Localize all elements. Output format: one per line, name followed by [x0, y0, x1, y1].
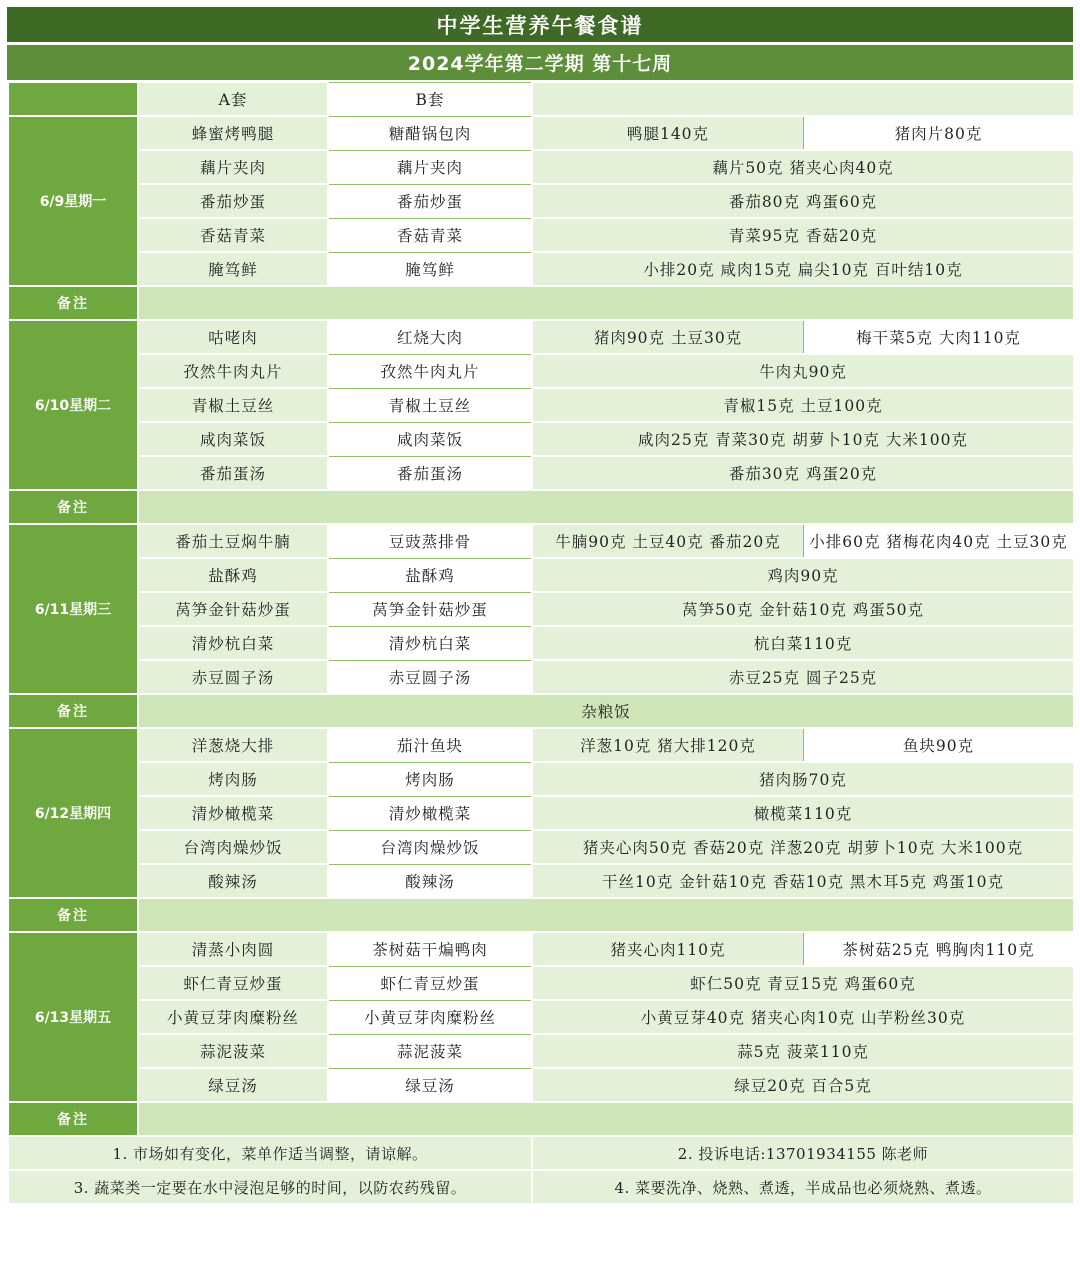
ingredients: 猪肉肠70克: [532, 762, 1074, 796]
dish-a: 莴笋金针菇炒蛋: [138, 592, 328, 626]
ingredients-a: 洋葱10克 猪大排120克: [533, 729, 804, 761]
note-value: [138, 490, 1074, 524]
day-date: 6/9星期一: [8, 116, 138, 286]
note-label: 备注: [8, 694, 138, 728]
note-label: 备注: [8, 898, 138, 932]
table-row: [8, 932, 1074, 966]
dish-b: 豆豉蒸排骨: [328, 524, 532, 558]
table-row: [8, 184, 1074, 218]
ingredients-b: 猪肉片80克: [804, 117, 1073, 149]
dish-b: 番茄蛋汤: [328, 456, 532, 490]
note-label: 备注: [8, 490, 138, 524]
note-row: [8, 1102, 1074, 1136]
ingredients: 小排20克 咸肉15克 扁尖10克 百叶结10克: [532, 252, 1074, 286]
dish-a: 青椒土豆丝: [138, 388, 328, 422]
ingredients-a: 猪肉90克 土豆30克: [533, 321, 804, 353]
ingredients-split: [532, 320, 1074, 354]
ingredients-pair: [533, 321, 1073, 353]
ingredients-a: 牛腩90克 土豆40克 番茄20克: [533, 525, 804, 557]
table-row: [8, 150, 1074, 184]
dish-a: 咕咾肉: [138, 320, 328, 354]
page-subtitle: 2024学年第二学期 第十七周: [7, 45, 1073, 80]
ingredients-b: 梅干菜5克 大肉110克: [804, 321, 1073, 353]
note-row: [8, 694, 1074, 728]
ingredients-split: [532, 728, 1074, 762]
ingredients-pair: [533, 729, 1073, 761]
table-row: [8, 830, 1074, 864]
note-label: 备注: [8, 286, 138, 320]
ingredients-a: 鸭腿140克: [533, 117, 804, 149]
table-row: [8, 116, 1074, 150]
column-header-b: B套: [328, 82, 532, 116]
table-row: [8, 728, 1074, 762]
ingredients: 咸肉25克 青菜30克 胡萝卜10克 大米100克: [532, 422, 1074, 456]
footer-row: [8, 1136, 1074, 1170]
ingredients: 虾仁50克 青豆15克 鸡蛋60克: [532, 966, 1074, 1000]
dish-b: 茶树菇干煸鸭肉: [328, 932, 532, 966]
dish-a: 蒜泥菠菜: [138, 1034, 328, 1068]
dish-a: 番茄炒蛋: [138, 184, 328, 218]
dish-b: 绿豆汤: [328, 1068, 532, 1102]
table-row: [8, 762, 1074, 796]
footer-note: 4. 菜要洗净、烧熟、煮透，半成品也必须烧熟、煮透。: [532, 1170, 1074, 1204]
table-row: [8, 558, 1074, 592]
column-header-row: [8, 82, 1074, 116]
dish-b: 烤肉肠: [328, 762, 532, 796]
day-date: 6/13星期五: [8, 932, 138, 1102]
ingredients: 莴笋50克 金针菇10克 鸡蛋50克: [532, 592, 1074, 626]
dish-b: 台湾肉燥炒饭: [328, 830, 532, 864]
dish-b: 腌笃鲜: [328, 252, 532, 286]
dish-b: 蒜泥菠菜: [328, 1034, 532, 1068]
note-label: 备注: [8, 1102, 138, 1136]
dish-a: 孜然牛肉丸片: [138, 354, 328, 388]
dish-a: 绿豆汤: [138, 1068, 328, 1102]
note-value: [138, 898, 1074, 932]
dish-a: 香菇青菜: [138, 218, 328, 252]
dish-a: 咸肉菜饭: [138, 422, 328, 456]
dish-b: 莴笋金针菇炒蛋: [328, 592, 532, 626]
ingredients-b: 茶树菇25克 鸭胸肉110克: [804, 933, 1073, 965]
table-row: [8, 354, 1074, 388]
ingredients: 青椒15克 土豆100克: [532, 388, 1074, 422]
table-row: [8, 626, 1074, 660]
table-row: [8, 966, 1074, 1000]
table-row: [8, 1000, 1074, 1034]
table-row: [8, 422, 1074, 456]
dish-a: 番茄蛋汤: [138, 456, 328, 490]
ingredients-pair: [533, 525, 1073, 557]
dish-a: 赤豆圆子汤: [138, 660, 328, 694]
dish-b: 酸辣汤: [328, 864, 532, 898]
table-row: [8, 388, 1074, 422]
note-row: [8, 490, 1074, 524]
ingredients: 橄榄菜110克: [532, 796, 1074, 830]
dish-b: 红烧大肉: [328, 320, 532, 354]
ingredients: 小黄豆芽40克 猪夹心肉10克 山芋粉丝30克: [532, 1000, 1074, 1034]
ingredients-pair: [533, 933, 1073, 965]
table-row: [8, 660, 1074, 694]
dish-b: 清炒橄榄菜: [328, 796, 532, 830]
footer-row: [8, 1170, 1074, 1204]
dish-a: 烤肉肠: [138, 762, 328, 796]
dish-a: 酸辣汤: [138, 864, 328, 898]
table-row: [8, 524, 1074, 558]
day-date: 6/12星期四: [8, 728, 138, 898]
table-row: [8, 456, 1074, 490]
dish-a: 藕片夹肉: [138, 150, 328, 184]
dish-a: 洋葱烧大排: [138, 728, 328, 762]
table-row: [8, 320, 1074, 354]
ingredients: 猪夹心肉50克 香菇20克 洋葱20克 胡萝卜10克 大米100克: [532, 830, 1074, 864]
column-header-ingredients: [532, 82, 1074, 116]
header-corner: [8, 82, 138, 116]
ingredients-split: [532, 116, 1074, 150]
ingredients: 杭白菜110克: [532, 626, 1074, 660]
dish-a: 腌笃鲜: [138, 252, 328, 286]
dish-a: 清蒸小肉圆: [138, 932, 328, 966]
note-value: 杂粮饭: [138, 694, 1074, 728]
table-row: [8, 218, 1074, 252]
dish-a: 虾仁青豆炒蛋: [138, 966, 328, 1000]
dish-a: 清炒杭白菜: [138, 626, 328, 660]
menu-sheet: [7, 7, 1073, 1277]
ingredients-b: 小排60克 猪梅花肉40克 土豆30克: [804, 525, 1073, 557]
dish-b: 藕片夹肉: [328, 150, 532, 184]
dish-b: 咸肉菜饭: [328, 422, 532, 456]
ingredients: 绿豆20克 百合5克: [532, 1068, 1074, 1102]
ingredients-b: 鱼块90克: [804, 729, 1073, 761]
ingredients: 干丝10克 金针菇10克 香菇10克 黑木耳5克 鸡蛋10克: [532, 864, 1074, 898]
dish-a: 小黄豆芽肉糜粉丝: [138, 1000, 328, 1034]
dish-b: 番茄炒蛋: [328, 184, 532, 218]
dish-b: 清炒杭白菜: [328, 626, 532, 660]
ingredients: 赤豆25克 圆子25克: [532, 660, 1074, 694]
ingredients: 番茄80克 鸡蛋60克: [532, 184, 1074, 218]
ingredients: 鸡肉90克: [532, 558, 1074, 592]
ingredients-split: [532, 932, 1074, 966]
table-row: [8, 796, 1074, 830]
day-date: 6/10星期二: [8, 320, 138, 490]
dish-b: 香菇青菜: [328, 218, 532, 252]
dish-b: 小黄豆芽肉糜粉丝: [328, 1000, 532, 1034]
page-title: 中学生营养午餐食谱: [7, 7, 1073, 42]
ingredients: 藕片50克 猪夹心肉40克: [532, 150, 1074, 184]
dish-b: 赤豆圆子汤: [328, 660, 532, 694]
table-row: [8, 592, 1074, 626]
menu-table: [7, 81, 1075, 1205]
ingredients: 青菜95克 香菇20克: [532, 218, 1074, 252]
dish-b: 虾仁青豆炒蛋: [328, 966, 532, 1000]
dish-b: 孜然牛肉丸片: [328, 354, 532, 388]
ingredients-split: [532, 524, 1074, 558]
ingredients-a: 猪夹心肉110克: [533, 933, 804, 965]
dish-a: 盐酥鸡: [138, 558, 328, 592]
note-value: [138, 1102, 1074, 1136]
ingredients: 番茄30克 鸡蛋20克: [532, 456, 1074, 490]
table-row: [8, 1068, 1074, 1102]
dish-a: 番茄土豆焖牛腩: [138, 524, 328, 558]
dish-b: 茄汁鱼块: [328, 728, 532, 762]
ingredients-pair: [533, 117, 1073, 149]
table-row: [8, 252, 1074, 286]
ingredients: 牛肉丸90克: [532, 354, 1074, 388]
footer-note: 2. 投诉电话:13701934155 陈老师: [532, 1136, 1074, 1170]
day-date: 6/11星期三: [8, 524, 138, 694]
dish-a: 蜂蜜烤鸭腿: [138, 116, 328, 150]
table-row: [8, 1034, 1074, 1068]
footer-note: 3. 蔬菜类一定要在水中浸泡足够的时间，以防农药残留。: [8, 1170, 532, 1204]
dish-b: 盐酥鸡: [328, 558, 532, 592]
note-row: [8, 286, 1074, 320]
dish-b: 糖醋锅包肉: [328, 116, 532, 150]
footer-note: 1. 市场如有变化，菜单作适当调整，请谅解。: [8, 1136, 532, 1170]
dish-a: 台湾肉燥炒饭: [138, 830, 328, 864]
dish-a: 清炒橄榄菜: [138, 796, 328, 830]
table-row: [8, 864, 1074, 898]
note-row: [8, 898, 1074, 932]
column-header-a: A套: [138, 82, 328, 116]
dish-b: 青椒土豆丝: [328, 388, 532, 422]
note-value: [138, 286, 1074, 320]
ingredients: 蒜5克 菠菜110克: [532, 1034, 1074, 1068]
